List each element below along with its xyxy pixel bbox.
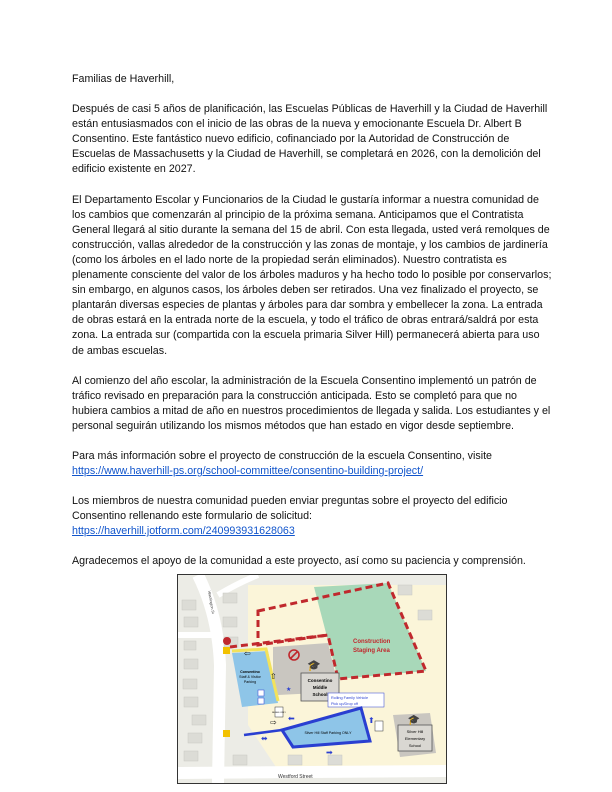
paragraph-intro: Después de casi 5 años de planificación, las Escuelas Públicas de Haverhill y la Ciudad de Haverhill están entusiasmados con el inicio de las obras de la nueva y emocionante Escuela Dr. Albert B Consentino. Este fantástico nuevo edificio, cofinanciado por la Autoridad de Construcción de Escuelas de Massachusetts y la Ciudad de Haverhill, se completará en 2026, con la demolición del edificio existente en 2027. <box>72 103 548 176</box>
parking-label-2: Staff & Visitor <box>239 675 261 679</box>
accessible-parking-icon <box>258 698 264 704</box>
closing: Agradecemos el apoyo de la comunidad a este proyecto, así como su paciencia y comprensión. <box>72 555 526 568</box>
letter-body <box>72 72 552 585</box>
questions-text: Los miembros de nuestra comunidad pueden enviar preguntas sobre el proyecto del edificio Consentino rellenando este formulario de solicitud: <box>72 495 508 523</box>
up-arrow-icon: ⬆ <box>368 716 375 725</box>
inbound-arrow-icon: ⬅ <box>288 714 295 723</box>
silver-parking-label: Silver Hill Staff Parking ONLY <box>304 731 352 735</box>
silver-label-1: Silver Hill <box>406 729 424 734</box>
consentino-label-3: School <box>312 692 328 697</box>
rolling-label-1: Rolling Family Vehicle <box>331 696 369 700</box>
consentino-label-1: Consentino <box>307 678 333 683</box>
pedestrian-crossing-icon <box>223 730 230 737</box>
site-map <box>177 574 447 784</box>
exit-arrow-icon: ➡ <box>326 748 333 757</box>
silver-label-2: Elementary <box>404 736 426 741</box>
silver-label-3: School <box>408 743 422 748</box>
westford-street-road <box>178 771 446 773</box>
graduation-cap-icon: 🎓 <box>407 715 421 726</box>
greeting: Familias de Haverhill, <box>72 73 175 85</box>
paragraph-traffic-pattern: Al comienzo del año escolar, la administración de la Escuela Consentino implementó un patrón de tráfico revisado en preparación para la construcción anticipada. Esto se completó para que no hubiera cambios a mitad de año en nuestros procedimientos de llegada y salida. Los estudiantes y el personal seguirán utilizando los mismos métodos que han estado en vigor desde septiembre. <box>72 374 551 432</box>
accessible-parking-icon <box>258 690 264 696</box>
jotform-link[interactable]: https://haverhill.jotform.com/240993931628063 <box>72 525 295 538</box>
consentino-label-2: Middle <box>312 685 328 690</box>
parking-label-3: Parking <box>243 680 257 684</box>
paragraph-questions <box>72 494 552 539</box>
pedestrian-crossing-icon <box>223 647 230 654</box>
construction-label: Construction <box>353 639 391 645</box>
washington-street-label: Washington St <box>207 590 215 615</box>
paragraph-construction-changes: El Departamento Escolar y Funcionarios de la Ciudad le gustaría informar a nuestra comunidad de los cambios que comenzarán al principio de la próxima semana. Anticipamos que el Contratista General llegará al sitio durante la semana del 15 de abril. Con esta llegada, usted verá remolques de construcción, vallas alrededor de la construcción y las zonas de montaje, y los cambios de jardinería (como los árboles en el lado norte de la propiedad serán eliminados). Nuestro contratista es plenamente consciente del valor de los árboles maduros y ha hecho todo lo posible por conservarlos; sin embargo, en algunos casos, los árboles deben ser retirados. Una vez finalizado el proyecto, se plantarán diversas especies de plantas y árboles para dar sombra y embellecer la zona. La entrada de obras estará en la entrada norte de la escuela, y todo el tráfico de obras entrará/saldrá por esta zona. La entrada sur (compartida con la escuela primaria Silver Hill) permanecerá abierta para uso de ambas escuelas. <box>72 193 552 357</box>
arrow-up-icon: ⇧ <box>270 672 277 681</box>
paragraph-more-info <box>72 449 552 479</box>
buses-only-sign <box>375 721 383 731</box>
two-way-arrow-icon: ⬌ <box>261 734 268 743</box>
stop-sign-icon <box>223 637 231 645</box>
arrow-left-icon: ⇦ <box>244 649 251 658</box>
buses-only-label: BUSES ONLY <box>272 712 286 714</box>
arrow-right-icon: ⇨ <box>270 718 277 727</box>
graduation-cap-icon: 🎓 <box>307 660 321 672</box>
star-icon: ★ <box>286 687 292 693</box>
westford-street-label: Westford Street <box>278 774 313 780</box>
more-info-text: Para más información sobre el proyecto de construcción de la escuela Consentino, visite <box>72 449 493 462</box>
parking-label-1: Consentino <box>240 670 260 674</box>
staging-area-label: Staging Area <box>353 648 390 654</box>
site-map-graphic <box>178 575 446 783</box>
project-link[interactable]: https://www.haverhill-ps.org/school-committee/consentino-building-project/ <box>72 465 424 478</box>
rolling-label-2: Pick up/Drop off <box>331 702 358 706</box>
